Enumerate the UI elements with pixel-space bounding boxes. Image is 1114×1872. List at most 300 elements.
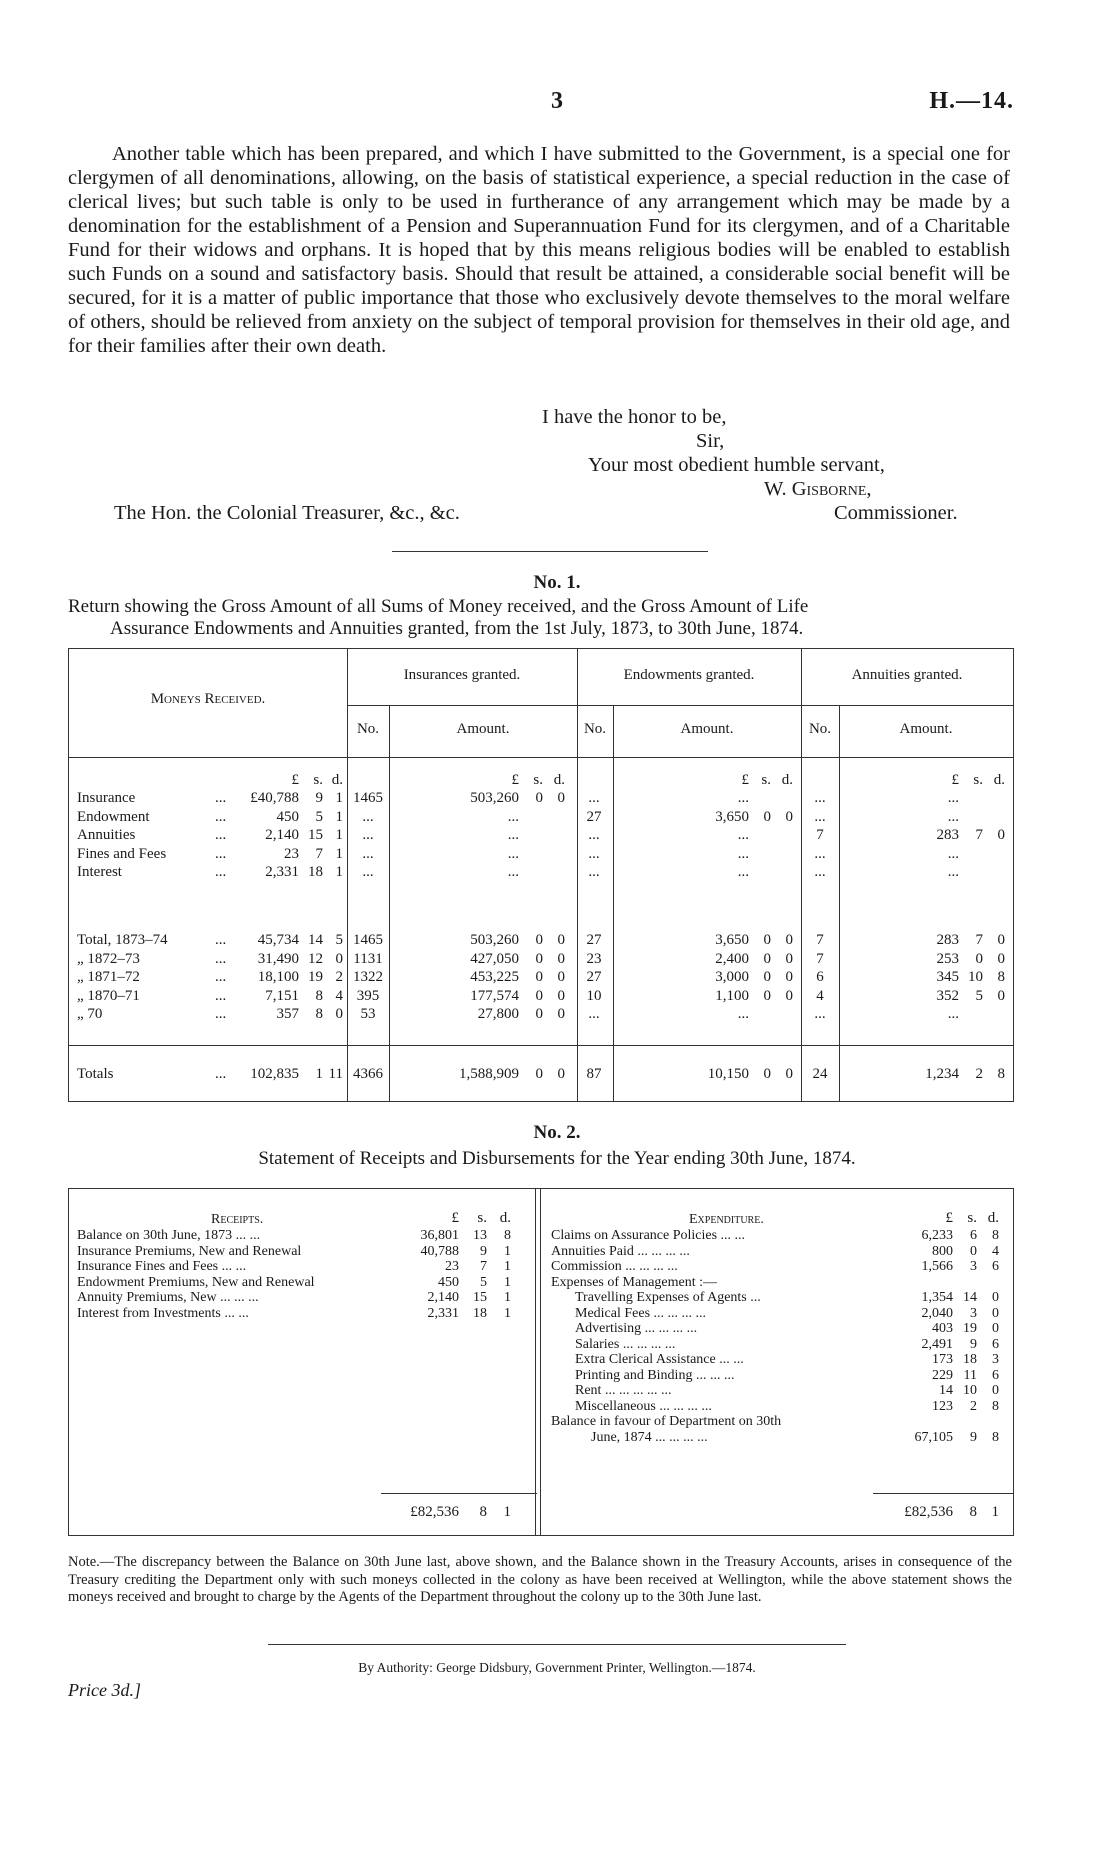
ins-amount-header: Amount. [456, 721, 510, 737]
cell-end-d: 0 [785, 987, 793, 1004]
cell-s: 1 [315, 1066, 323, 1082]
row-label: Annuities [77, 827, 136, 843]
cell-ann-l: 283 [936, 932, 959, 948]
cell-ann-d: 0 [997, 950, 1005, 967]
cell-ins-l: 503,260 [470, 932, 519, 948]
cell-ann-no: ... [814, 808, 826, 825]
cell-end-s: 0 [763, 950, 771, 967]
table1-number: No. 1. [533, 572, 581, 593]
expenditure-pounds: 173 [932, 1352, 953, 1367]
cell-ann-l: 352 [936, 987, 959, 1004]
end-amount-header: Amount. [680, 721, 734, 737]
cell-end-no: 87 [586, 1066, 602, 1082]
row-label: Totals [77, 1066, 114, 1082]
unit-pence: d. [993, 772, 1005, 788]
cell-ann-s: 7 [975, 827, 983, 843]
cell-d: 4 [335, 987, 343, 1004]
cell-ann-l: 253 [936, 950, 959, 967]
leader-dots: ... [215, 1006, 227, 1022]
unit-shillings: s. [761, 772, 771, 788]
expenditure-total-pounds: £82,536 [904, 1504, 953, 1520]
cell-ins-l: ... [507, 827, 519, 843]
expenditure-shillings: 18 [963, 1352, 977, 1367]
page-number: 3 [551, 88, 563, 114]
cell-l: 45,734 [257, 932, 299, 948]
header-rule [69, 757, 1013, 758]
insurances-header: Insurances granted. [403, 667, 521, 683]
expenditure-pounds: 6,233 [921, 1228, 953, 1243]
cell-ins-no: 1465 [353, 932, 383, 948]
expenditure-label: Travelling Expenses of Agents ... [575, 1290, 761, 1305]
expenditure-shillings: 2 [970, 1398, 977, 1414]
unit-shillings: s. [533, 772, 543, 788]
col-rule [389, 705, 390, 1101]
cell-ann-d: 0 [997, 932, 1005, 948]
expenditure-pounds: 14 [939, 1383, 953, 1398]
leader-dots: ... [215, 932, 227, 948]
expenditure-pence: 6 [992, 1336, 999, 1352]
closing-line-3: Your most obedient humble servant, [588, 454, 885, 476]
unit-shillings: s. [967, 1210, 977, 1226]
cell-ann-l: ... [947, 808, 959, 825]
table1-caption-line1: Return showing the Gross Amount of all Sums of Money received, and the Gross Amount of Life [68, 596, 809, 617]
row-label: „ 1871–72 [77, 969, 140, 985]
cell-ann-no: ... [814, 864, 826, 880]
cell-ins-l: 453,225 [470, 969, 519, 985]
cell-end-no: ... [588, 864, 600, 880]
cell-end-s: 0 [763, 987, 771, 1004]
expenditure-pounds: 1,566 [921, 1259, 953, 1274]
cell-l: 2,331 [265, 864, 299, 880]
ins-no-header: No. [356, 721, 380, 737]
cell-end-l: ... [737, 864, 749, 880]
receipt-label: Endowment Premiums, New and Renewal [77, 1274, 315, 1290]
cell-end-l: 3,000 [715, 969, 749, 985]
receipt-pence: 1 [504, 1274, 511, 1290]
cell-d: 0 [335, 950, 343, 967]
cell-d: 11 [328, 1066, 343, 1082]
expenditure-label: Annuities Paid ... ... ... ... [551, 1243, 690, 1259]
receipts-total-pounds: £82,536 [410, 1504, 459, 1520]
leader-dots: ... [215, 1066, 227, 1082]
cell-end-no: 27 [586, 932, 602, 948]
leader-dots: ... [215, 827, 227, 843]
cell-ins-l: 27,800 [477, 1006, 519, 1022]
expenditure-pence: 6 [992, 1259, 999, 1274]
expenditure-shillings: 3 [970, 1259, 977, 1274]
moneys-received-header: Moneys Received. [150, 691, 266, 707]
cell-ann-no: 7 [816, 932, 824, 948]
table1-caption-line2: Assurance Endowments and Annuities granted, from the 1st July, 1873, to 30th June, 1874. [110, 618, 804, 639]
table2-caption: Statement of Receipts and Disbursements for the Year ending 30th June, 1874. [258, 1148, 856, 1169]
col-rule [839, 705, 840, 1101]
expenditure-total-pence: 1 [991, 1504, 999, 1520]
cell-s: 15 [308, 827, 323, 843]
expenditure-pence: 4 [992, 1243, 999, 1259]
receipts-header: Receipts. [211, 1212, 264, 1227]
unit-pence: d. [553, 772, 565, 788]
expenditure-pence: 0 [992, 1383, 999, 1398]
receipt-pounds: 450 [438, 1274, 459, 1290]
receipt-pounds: 40,788 [420, 1243, 459, 1259]
price: Price 3d.] [68, 1680, 141, 1700]
expenditure-label: Miscellaneous ... ... ... ... [575, 1398, 712, 1414]
receipt-shillings: 18 [473, 1305, 487, 1321]
leader-dots: ... [215, 969, 227, 985]
cell-ins-s: 0 [535, 987, 543, 1004]
cell-ins-l: ... [507, 864, 519, 880]
cell-d: 1 [335, 808, 343, 825]
cell-end-l: ... [737, 1006, 749, 1022]
unit-pence: d. [331, 772, 343, 788]
expenditure-pounds: 403 [932, 1321, 953, 1336]
leader-dots: ... [215, 950, 227, 967]
cell-ann-no: 7 [816, 827, 824, 843]
expenditure-pence: 0 [992, 1305, 999, 1321]
header-rule [347, 705, 1013, 706]
cell-ins-d: 0 [557, 950, 565, 967]
document-code: H.—14. [929, 88, 1014, 114]
row-label: „ 1870–71 [77, 987, 140, 1004]
cell-end-l: 10,150 [707, 1066, 749, 1082]
cell-l: 2,140 [265, 827, 299, 843]
receipt-pounds: 36,801 [420, 1228, 459, 1243]
cell-ann-s: 7 [975, 932, 983, 948]
expenditure-shillings: 14 [963, 1290, 977, 1305]
cell-ann-l: ... [947, 790, 959, 806]
cell-ann-no: ... [814, 845, 826, 862]
cell-d: 1 [335, 864, 343, 880]
cell-ins-d: 0 [557, 987, 565, 1004]
unit-pounds: £ [291, 772, 299, 788]
cell-end-s: 0 [763, 932, 771, 948]
cell-d: 1 [335, 845, 343, 862]
cell-ann-l: ... [947, 1006, 959, 1022]
row-label: Total, 1873–74 [77, 932, 168, 948]
cell-ins-no: ... [362, 808, 374, 825]
receipt-label: Insurance Fines and Fees ... ... [77, 1259, 247, 1274]
cell-ann-no: 4 [816, 987, 824, 1004]
receipts-total-pence: 1 [503, 1504, 511, 1520]
expenditure-pounds: 67,105 [914, 1429, 953, 1445]
cell-ins-d: 0 [557, 1066, 565, 1082]
cell-end-no: 10 [586, 987, 602, 1004]
expenditure-label: Commission ... ... ... ... [551, 1259, 678, 1274]
cell-s: 19 [308, 969, 323, 985]
cell-ins-s: 0 [535, 1006, 543, 1022]
receipt-pence: 1 [504, 1305, 511, 1321]
authority-rule [268, 1644, 846, 1645]
row-label: Fines and Fees [77, 845, 167, 862]
row-label: Insurance [77, 790, 136, 806]
cell-s: 5 [315, 808, 323, 825]
receipt-pence: 1 [504, 1259, 511, 1274]
cell-ins-no: 1465 [353, 790, 383, 806]
leader-dots: ... [215, 987, 227, 1004]
unit-shillings: s. [477, 1210, 487, 1226]
end-no-header: No. [583, 721, 607, 737]
cell-ins-l: 427,050 [470, 950, 519, 967]
receipt-pence: 8 [504, 1228, 511, 1243]
expenditure-pence: 0 [992, 1321, 999, 1336]
cell-end-s: 0 [763, 969, 771, 985]
cell-ann-s: 5 [975, 987, 983, 1004]
row-label: Endowment [77, 808, 150, 825]
cell-l: 23 [284, 845, 299, 862]
endowments-header: Endowments granted. [623, 667, 755, 683]
cell-ins-no: 4366 [353, 1066, 383, 1082]
cell-s: 9 [315, 790, 323, 806]
cell-end-d: 0 [785, 808, 793, 825]
expenditure-pence: 6 [992, 1367, 999, 1383]
expenditure-total-rule [873, 1493, 1013, 1494]
receipt-pounds: 2,140 [427, 1290, 459, 1305]
cell-end-no: 23 [586, 950, 602, 967]
receipt-label: Insurance Premiums, New and Renewal [77, 1243, 302, 1259]
expenditure-label: Balance in favour of Department on 30th [551, 1414, 782, 1429]
cell-ann-no: 6 [816, 969, 824, 985]
cell-ins-s: 0 [535, 950, 543, 967]
cell-ann-no: ... [814, 1006, 826, 1022]
unit-pence: d. [781, 772, 793, 788]
table2-number: No. 2. [533, 1122, 581, 1143]
cell-l: 102,835 [250, 1066, 299, 1082]
expenditure-label: Advertising ... ... ... ... [575, 1321, 698, 1336]
cell-ins-s: 0 [535, 790, 543, 806]
cell-ins-no: 53 [360, 1006, 376, 1022]
addressee: The Hon. the Colonial Treasurer, &c., &c. [114, 502, 460, 524]
col-rule [540, 1189, 541, 1535]
closing-line-2: Sir, [696, 430, 725, 452]
cell-ins-d: 0 [557, 932, 565, 948]
receipt-pence: 1 [504, 1290, 511, 1305]
cell-d: 2 [335, 969, 343, 985]
cell-l: 18,100 [257, 969, 299, 985]
expenditure-shillings: 9 [970, 1429, 977, 1445]
cell-l: 31,490 [257, 950, 299, 967]
unit-pounds: £ [741, 772, 749, 788]
cell-end-d: 0 [785, 969, 793, 985]
cell-ins-l: 1,588,909 [459, 1066, 519, 1082]
expenditure-shillings: 10 [963, 1383, 977, 1398]
cell-end-d: 0 [785, 1066, 793, 1082]
cell-ins-no: ... [362, 845, 374, 862]
cell-d: 0 [335, 1006, 343, 1022]
leader-dots: ... [215, 790, 227, 806]
unit-pence: d. [987, 1210, 999, 1226]
cell-l: £40,788 [250, 790, 299, 806]
expenditure-label: Claims on Assurance Policies ... ... [551, 1228, 746, 1243]
leader-dots: ... [215, 845, 227, 862]
row-label: Interest [77, 864, 122, 880]
receipt-pounds: 23 [445, 1259, 459, 1274]
cell-end-no: ... [588, 827, 600, 843]
cell-s: 7 [315, 845, 323, 862]
cell-ins-no: 395 [356, 987, 380, 1004]
receipt-shillings: 15 [473, 1290, 487, 1305]
receipt-label: Annuity Premiums, New ... ... ... [77, 1290, 259, 1305]
letter-paragraph: Another table which has been prepared, and which I have submitted to the Government, is a special one for clergymen of all denominations, allowing, on the basis of statistical experience, a special reduction in the case of clerical lives; but such table is only to be used in furtherance of any arrangement which may be made by a denomination for the establishment of a Pension and Superannuation Fund for its clergymen, and of a Charitable Fund for their widows and orphans. It is hoped that by this means religious bodies will be enabled to establish such Funds on a sound and satisfactory basis. Should that result be attained, a considerable social benefit will be secured, for it is a matter of public importance that those who exclusively devote themselves to the moral welfare of others, should be relieved from anxiety on the subject of temporal provision for themselves in their old age, and for their families after their own death. [68, 143, 1010, 357]
cell-end-d: 0 [785, 950, 793, 967]
cell-ins-d: 0 [557, 1006, 565, 1022]
expenditure-pounds: 800 [932, 1243, 953, 1259]
cell-s: 14 [308, 932, 323, 948]
cell-ins-l: ... [507, 808, 519, 825]
cell-ann-no: ... [814, 790, 826, 806]
expenditure-pounds: 1,354 [921, 1290, 953, 1305]
cell-end-no: 27 [586, 969, 602, 985]
cell-ins-no: ... [362, 864, 374, 880]
receipt-shillings: 13 [473, 1228, 487, 1243]
unit-pounds: £ [951, 772, 959, 788]
leader-dots: ... [215, 864, 227, 880]
receipt-pence: 1 [504, 1243, 511, 1259]
unit-pounds: £ [511, 772, 519, 788]
cell-ann-l: ... [947, 864, 959, 880]
expenditure-pence: 0 [992, 1290, 999, 1305]
cell-ins-s: 0 [535, 1066, 543, 1082]
cell-s: 12 [308, 950, 323, 967]
leader-dots: ... [215, 808, 227, 825]
cell-l: 357 [276, 1006, 299, 1022]
receipts-total-rule [381, 1493, 537, 1494]
receipt-pounds: 2,331 [427, 1305, 459, 1321]
col-rule [535, 1189, 536, 1535]
expenditure-shillings: 3 [970, 1305, 977, 1321]
cell-ins-d: 0 [557, 790, 565, 806]
expenditure-label: Printing and Binding ... ... ... [575, 1367, 735, 1383]
cell-ann-l: 345 [936, 969, 959, 985]
cell-end-l: 1,100 [715, 987, 749, 1004]
unit-pounds: £ [451, 1210, 459, 1226]
expenditure-shillings: 11 [963, 1367, 977, 1383]
unit-pence: d. [499, 1210, 511, 1226]
closing-line-1: I have the honor to be, [542, 406, 727, 428]
cell-ann-d: 0 [997, 827, 1005, 843]
cell-ins-no: 1322 [353, 969, 383, 985]
cell-ann-d: 8 [997, 1066, 1005, 1082]
cell-ann-no: 7 [816, 950, 824, 967]
row-label: „ 1872–73 [77, 950, 140, 967]
receipt-label: Interest from Investments ... ... [77, 1305, 249, 1321]
col-rule [613, 705, 614, 1101]
expenditure-total-shillings: 8 [969, 1504, 977, 1520]
expenditure-pounds: 2,040 [921, 1305, 953, 1321]
expenditure-shillings: 19 [963, 1321, 977, 1336]
receipt-shillings: 7 [480, 1259, 487, 1274]
cell-ann-s: 2 [975, 1066, 983, 1082]
ann-no-header: No. [808, 721, 832, 737]
cell-ann-l: 283 [936, 827, 959, 843]
cell-ann-l: 1,234 [925, 1066, 959, 1082]
signer-name: W. Gisborne, [764, 478, 872, 500]
cell-ins-s: 0 [535, 932, 543, 948]
cell-end-l: 3,650 [715, 808, 749, 825]
cell-ins-no: 1131 [353, 950, 383, 967]
cell-ins-no: ... [362, 827, 374, 843]
cell-end-d: 0 [785, 932, 793, 948]
receipts-total-shillings: 8 [479, 1504, 487, 1520]
unit-shillings: s. [313, 772, 323, 788]
expenditure-shillings: 9 [970, 1336, 977, 1352]
cell-ann-d: 0 [997, 987, 1005, 1004]
cell-end-no: 27 [586, 808, 602, 825]
cell-l: 7,151 [265, 987, 299, 1004]
cell-s: 8 [315, 1006, 323, 1022]
col-rule [577, 649, 578, 1101]
expenditure-pounds: 123 [932, 1398, 953, 1414]
expenditure-label: Expenses of Management :— [551, 1274, 718, 1290]
receipt-shillings: 9 [480, 1243, 487, 1259]
cell-ins-s: 0 [535, 969, 543, 985]
receipt-label: Balance on 30th June, 1873 ... ... [77, 1228, 261, 1243]
cell-s: 8 [315, 987, 323, 1004]
expenditure-label: Extra Clerical Assistance ... ... [575, 1352, 744, 1367]
unit-pounds: £ [945, 1210, 953, 1226]
receipt-shillings: 5 [480, 1274, 487, 1290]
unit-shillings: s. [973, 772, 983, 788]
cell-ins-l: 503,260 [470, 790, 519, 806]
expenditure-label: Medical Fees ... ... ... ... [575, 1305, 707, 1321]
row-label: „ 70 [77, 1006, 103, 1022]
cell-end-no: ... [588, 790, 600, 806]
cell-s: 18 [308, 864, 323, 880]
footnote: Note.—The discrepancy between the Balance on 30th June last, above shown, and the Balance shown in the Treasury Accounts, arises in consequence of the Treasury crediting the Department only with such moneys collected in the colony as have been received at Wellington, while the above statement shows the moneys received and brought to charge by the Agents of the Department throughout the colony up to the 30th June last. [68, 1554, 1012, 1605]
cell-end-l: 3,650 [715, 932, 749, 948]
table1 [68, 648, 1014, 1102]
expenditure-label: June, 1874 ... ... ... ... [591, 1429, 708, 1445]
col-rule [347, 649, 348, 1101]
totals-rule [69, 1045, 1013, 1046]
cell-ann-s: 0 [975, 950, 983, 967]
expenditure-header: Expenditure. [689, 1212, 764, 1227]
annuities-header: Annuities granted. [851, 667, 963, 683]
cell-ann-l: ... [947, 845, 959, 862]
cell-ann-s: 10 [968, 969, 983, 985]
cell-end-l: 2,400 [715, 950, 749, 967]
expenditure-shillings: 0 [970, 1243, 977, 1259]
cell-end-s: 0 [763, 1066, 771, 1082]
expenditure-pence: 8 [992, 1228, 999, 1243]
expenditure-shillings: 6 [970, 1228, 977, 1243]
expenditure-pounds: 229 [932, 1367, 953, 1383]
col-rule [801, 649, 802, 1101]
cell-d: 5 [335, 932, 343, 948]
table2 [68, 1188, 1014, 1536]
cell-end-s: 0 [763, 808, 771, 825]
cell-l: 450 [276, 808, 299, 825]
expenditure-pence: 3 [992, 1352, 999, 1367]
signer-title: Commissioner. [834, 502, 958, 524]
cell-end-no: ... [588, 1006, 600, 1022]
cell-end-l: ... [737, 845, 749, 862]
cell-ann-d: 8 [997, 969, 1005, 985]
ann-amount-header: Amount. [899, 721, 953, 737]
cell-end-l: ... [737, 790, 749, 806]
section-divider [392, 551, 708, 552]
cell-d: 1 [335, 827, 343, 843]
expenditure-pounds: 2,491 [921, 1336, 953, 1352]
cell-d: 1 [335, 790, 343, 806]
printer-authority: By Authority: George Didsbury, Government Printer, Wellington.—1874. [358, 1660, 756, 1675]
expenditure-pence: 8 [992, 1429, 999, 1445]
table1-caption [68, 596, 1028, 640]
cell-end-l: ... [737, 827, 749, 843]
expenditure-pence: 8 [992, 1398, 999, 1414]
cell-ins-l: 177,574 [470, 987, 519, 1004]
expenditure-label: Rent ... ... ... ... ... [575, 1383, 672, 1398]
cell-ann-no: 24 [812, 1066, 828, 1082]
